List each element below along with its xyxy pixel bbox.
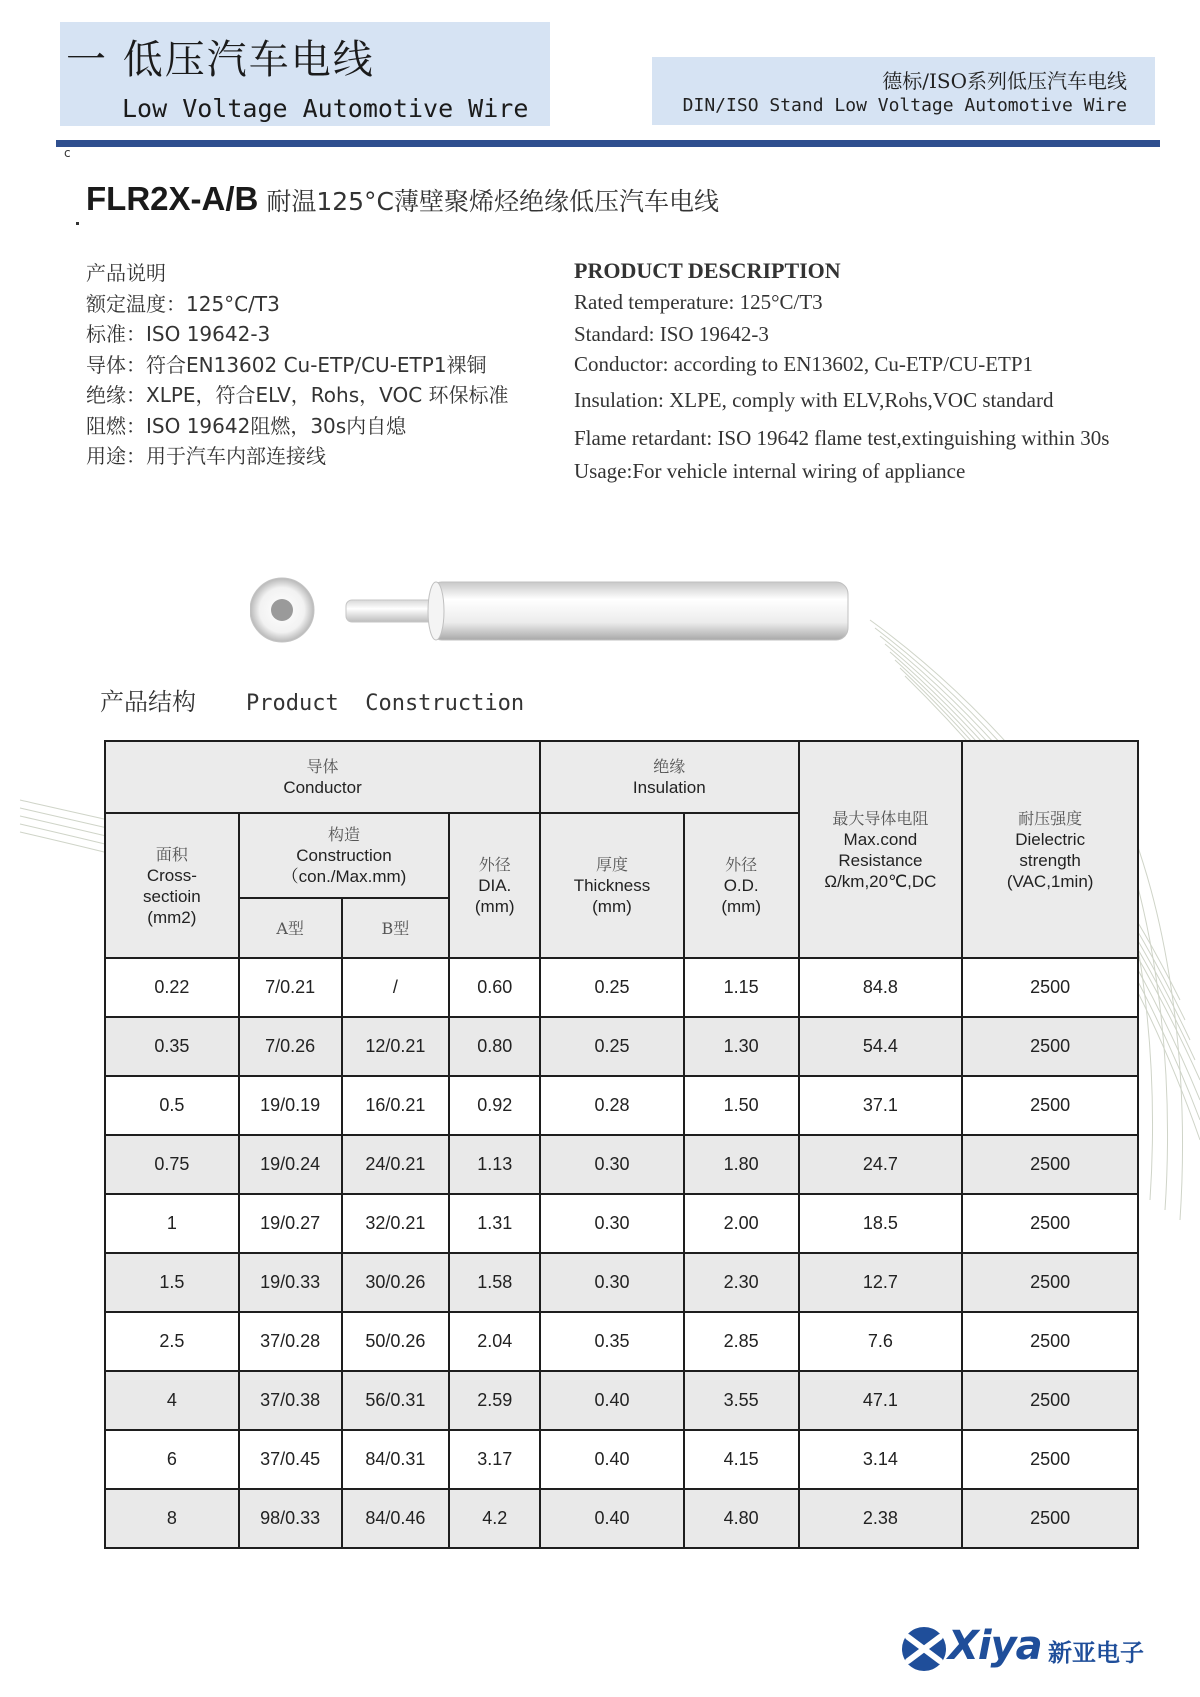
table-row	[105, 1430, 1138, 1489]
header-area-en: (mm2)	[147, 907, 197, 927]
cell-area: 2.5	[105, 1312, 239, 1371]
cell-construction-b: 24/0.21	[342, 1135, 450, 1194]
table-body	[105, 958, 1138, 1548]
table-row	[105, 1135, 1138, 1194]
header-dia-cn: 外径	[478, 855, 511, 874]
cell-area: 0.22	[105, 958, 239, 1017]
header-series-en: DIN/ISO Stand Low Voltage Automotive Wire	[682, 95, 1127, 116]
cell-dielectric: 2500	[962, 1489, 1138, 1548]
header-conductor	[105, 741, 540, 813]
header-series-box	[652, 57, 1155, 125]
header-insulation-en: Insulation	[632, 778, 706, 797]
header-insulation	[540, 741, 798, 813]
cell-area: 0.35	[105, 1017, 239, 1076]
description-en-heading: PRODUCT DESCRIPTION	[574, 258, 841, 283]
cell-area: 0.75	[105, 1135, 239, 1194]
cell-area: 4	[105, 1371, 239, 1430]
header-dielectric-cn: 耐压强度	[1018, 808, 1083, 828]
table-row	[105, 1076, 1138, 1135]
decorative-dot	[76, 222, 79, 225]
header-area-en: sectioin	[143, 886, 201, 906]
description-en-line: Rated temperature: 125°C/T3	[574, 290, 823, 314]
cell-resistance: 37.1	[799, 1076, 963, 1135]
header-dia-en: (mm)	[474, 897, 515, 916]
cell-resistance: 47.1	[799, 1371, 963, 1430]
header-od-cn: 外径	[725, 855, 758, 874]
table-row	[105, 1194, 1138, 1253]
header-construction	[239, 813, 450, 898]
cell-od: 1.50	[684, 1076, 799, 1135]
cell-dia: 0.92	[449, 1076, 540, 1135]
cell-thickness: 0.30	[540, 1194, 684, 1253]
cell-construction-a: 19/0.27	[239, 1194, 342, 1253]
cell-dia: 1.13	[449, 1135, 540, 1194]
header-dielectric-en: (VAC,1min)	[1006, 871, 1094, 891]
cell-dielectric: 2500	[962, 1253, 1138, 1312]
description-cn-line: 阻燃：ISO 19642阻燃，30s内自熄	[86, 413, 407, 438]
cell-dielectric: 2500	[962, 1017, 1138, 1076]
wire-illustration	[250, 570, 870, 650]
cell-od: 4.80	[684, 1489, 799, 1548]
header-divider	[56, 140, 1160, 147]
header-thickness-en: Thickness	[573, 876, 651, 895]
table-header	[105, 741, 1138, 958]
header-insulation-cn: 绝缘	[653, 757, 686, 776]
logo-mark-icon	[900, 1623, 948, 1675]
cell-dielectric: 2500	[962, 1135, 1138, 1194]
cell-construction-b: 32/0.21	[342, 1194, 450, 1253]
cell-od: 4.15	[684, 1430, 799, 1489]
description-cn-line: 标准：ISO 19642-3	[86, 322, 271, 346]
cell-thickness: 0.30	[540, 1253, 684, 1312]
description-cn	[86, 258, 509, 472]
construction-label-en: Product Construction	[246, 691, 525, 716]
company-logo	[900, 1621, 1160, 1677]
cell-thickness: 0.25	[540, 958, 684, 1017]
construction-label-cn: 产品结构	[100, 688, 196, 716]
cell-resistance: 3.14	[799, 1430, 963, 1489]
header-type-a	[239, 898, 342, 958]
cell-od: 2.30	[684, 1253, 799, 1312]
header-resistance-en: Max.cond	[843, 829, 918, 849]
cell-thickness: 0.35	[540, 1312, 684, 1371]
table-row	[105, 1489, 1138, 1548]
construction-label	[100, 682, 524, 717]
table-row	[105, 958, 1138, 1017]
wire-side-view	[346, 582, 848, 640]
cell-area: 1	[105, 1194, 239, 1253]
cell-construction-a: 19/0.33	[239, 1253, 342, 1312]
product-model: FLR2X-A/B	[86, 180, 259, 217]
cell-dielectric: 2500	[962, 1194, 1138, 1253]
description-en-line: Standard: ISO 19642-3	[574, 322, 769, 346]
cell-construction-a: 19/0.24	[239, 1135, 342, 1194]
header-series-cn: 德标/ISO系列低压汽车电线	[882, 69, 1127, 93]
cell-construction-b: 16/0.21	[342, 1076, 450, 1135]
cell-construction-a: 7/0.26	[239, 1017, 342, 1076]
cell-area: 1.5	[105, 1253, 239, 1312]
description-en-line: Flame retardant: ISO 19642 flame test,extinguishing within 30s	[574, 426, 1110, 450]
table-row	[105, 1312, 1138, 1371]
cell-od: 2.00	[684, 1194, 799, 1253]
table-row	[105, 1253, 1138, 1312]
table-row	[105, 1371, 1138, 1430]
cell-dielectric: 2500	[962, 958, 1138, 1017]
header-resistance-cn: 最大导体电阻	[832, 808, 929, 828]
description-en-line: Usage:For vehicle internal wiring of appliance	[574, 459, 966, 483]
header-od-en: O.D.	[723, 876, 759, 895]
header-od-en: (mm)	[721, 897, 761, 916]
header-thickness-en: (mm)	[592, 897, 632, 916]
cell-construction-a: 19/0.19	[239, 1076, 342, 1135]
cell-dielectric: 2500	[962, 1430, 1138, 1489]
header-resistance-en: Resistance	[838, 850, 923, 870]
cell-od: 1.30	[684, 1017, 799, 1076]
cell-resistance: 24.7	[799, 1135, 963, 1194]
cell-thickness: 0.40	[540, 1371, 684, 1430]
cell-dia: 4.2	[449, 1489, 540, 1548]
header-mark: c	[64, 146, 71, 160]
cell-construction-b: /	[342, 958, 450, 1017]
cell-resistance: 84.8	[799, 958, 963, 1017]
product-title	[86, 180, 719, 218]
cell-construction-b: 56/0.31	[342, 1371, 450, 1430]
cell-area: 6	[105, 1430, 239, 1489]
specification-table	[104, 740, 1139, 1549]
cell-construction-a: 7/0.21	[239, 958, 342, 1017]
header-type-b-label: B型	[381, 918, 410, 938]
header-od	[684, 813, 799, 958]
header-dielectric-en: Dielectric	[1015, 829, 1086, 849]
header-title-en: Low Voltage Automotive Wire	[122, 94, 529, 123]
header-title-box	[60, 22, 550, 126]
cell-construction-b: 30/0.26	[342, 1253, 450, 1312]
cell-thickness: 0.40	[540, 1430, 684, 1489]
cell-thickness: 0.40	[540, 1489, 684, 1548]
header-thickness-cn: 厚度	[595, 855, 628, 874]
cell-dielectric: 2500	[962, 1312, 1138, 1371]
cell-construction-a: 37/0.45	[239, 1430, 342, 1489]
header-area-en: Cross-	[146, 865, 197, 885]
cell-dia: 1.58	[449, 1253, 540, 1312]
header-conductor-en: Conductor	[283, 778, 362, 797]
cell-dielectric: 2500	[962, 1371, 1138, 1430]
cell-construction-a: 37/0.28	[239, 1312, 342, 1371]
cell-thickness: 0.25	[540, 1017, 684, 1076]
header-area	[105, 813, 239, 958]
cell-od: 1.15	[684, 958, 799, 1017]
header-resistance	[799, 741, 963, 958]
logo-text: Xiya	[948, 1623, 1042, 1669]
cell-thickness: 0.28	[540, 1076, 684, 1135]
logo-text-cn: 新亚电子	[1048, 1639, 1144, 1667]
cell-resistance: 12.7	[799, 1253, 963, 1312]
cell-construction-a: 98/0.33	[239, 1489, 342, 1548]
cell-dia: 3.17	[449, 1430, 540, 1489]
header-type-b	[342, 898, 450, 958]
description-en-line: Conductor: according to EN13602, Cu-ETP/CU-ETP1	[574, 352, 1034, 376]
cell-construction-a: 37/0.38	[239, 1371, 342, 1430]
cell-thickness: 0.30	[540, 1135, 684, 1194]
cell-resistance: 2.38	[799, 1489, 963, 1548]
header-resistance-en: Ω/km,20℃,DC	[824, 871, 937, 891]
cell-dia: 0.80	[449, 1017, 540, 1076]
header-title-cn: 一 低压汽车电线	[66, 37, 375, 83]
header-area-cn: 面积	[155, 844, 188, 864]
header-dia	[449, 813, 540, 958]
cell-area: 0.5	[105, 1076, 239, 1135]
description-cn-line: 绝缘：XLPE，符合ELV，Rohs，VOC 环保标准	[86, 383, 509, 407]
header-type-a-label: A型	[276, 918, 304, 938]
description-cn-heading: 产品说明	[86, 261, 166, 285]
description-cn-line: 用途：用于汽车内部连接线	[86, 444, 326, 468]
cell-od: 2.85	[684, 1312, 799, 1371]
cell-od: 1.80	[684, 1135, 799, 1194]
header-construction-cn: 构造	[328, 825, 361, 844]
table-row	[105, 1017, 1138, 1076]
cell-construction-b: 84/0.46	[342, 1489, 450, 1548]
header-construction-en: Construction	[296, 846, 392, 865]
header-conductor-cn: 导体	[306, 757, 339, 776]
cell-construction-b: 50/0.26	[342, 1312, 450, 1371]
header-dia-en: DIA.	[478, 876, 512, 895]
product-name: 耐温125°C薄壁聚烯烃绝缘低压汽车电线	[266, 187, 720, 216]
description-cn-line: 导体：符合EN13602 Cu-ETP/CU-ETP1裸铜	[86, 352, 487, 377]
cell-od: 3.55	[684, 1371, 799, 1430]
cell-dia: 2.59	[449, 1371, 540, 1430]
cell-resistance: 18.5	[799, 1194, 963, 1253]
header-construction-en: （con./Max.mm)	[281, 867, 407, 886]
cell-resistance: 7.6	[799, 1312, 963, 1371]
description-en-line: Insulation: XLPE, comply with ELV,Rohs,VOC standard	[574, 388, 1054, 412]
cell-dia: 1.31	[449, 1194, 540, 1253]
cell-construction-b: 84/0.31	[342, 1430, 450, 1489]
cell-dia: 0.60	[449, 958, 540, 1017]
description-cn-line: 额定温度：125°C/T3	[86, 291, 280, 316]
header-dielectric-en: strength	[1019, 850, 1081, 870]
header-thickness	[540, 813, 684, 958]
header-dielectric	[962, 741, 1138, 958]
cell-area: 8	[105, 1489, 239, 1548]
cell-dia: 2.04	[449, 1312, 540, 1371]
cell-resistance: 54.4	[799, 1017, 963, 1076]
wire-cross-section	[250, 578, 314, 642]
cell-dielectric: 2500	[962, 1076, 1138, 1135]
cell-construction-b: 12/0.21	[342, 1017, 450, 1076]
